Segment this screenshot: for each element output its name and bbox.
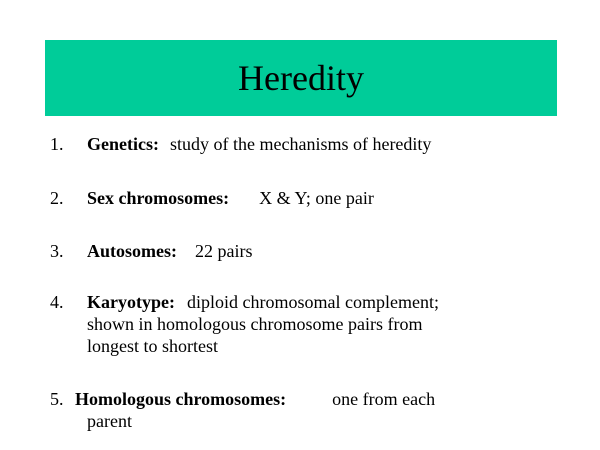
item-term: Autosomes:	[87, 241, 177, 261]
list-item-homologous	[50, 388, 435, 432]
item-number: 5.	[50, 389, 64, 409]
item-definition-line2: shown in homologous chromosome pairs from	[87, 314, 423, 334]
item-term: Homologous chromosomes:	[75, 389, 287, 409]
list-item-genetics	[50, 133, 431, 155]
item-number: 4.	[50, 292, 64, 312]
list-item-karyotype	[50, 291, 439, 357]
list-item-sex-chromosomes	[50, 187, 374, 209]
title-banner	[45, 40, 557, 116]
item-term: Karyotype:	[87, 292, 175, 312]
item-definition: study of the mechanisms of heredity	[169, 134, 432, 154]
item-definition: diploid chromosomal complement;	[186, 292, 439, 312]
item-number: 3.	[50, 241, 64, 261]
item-definition-line3: longest to shortest	[87, 336, 218, 356]
item-number: 1.	[50, 134, 64, 154]
list-item-autosomes	[50, 240, 253, 262]
item-term: Sex chromosomes:	[87, 188, 230, 208]
item-definition: 22 pairs	[195, 241, 253, 261]
item-term: Genetics:	[87, 134, 159, 154]
item-definition-line2: parent	[87, 411, 132, 431]
item-definition: one from each	[332, 389, 436, 409]
item-number: 2.	[50, 188, 64, 208]
item-definition: X & Y; one pair	[259, 188, 374, 208]
slide-title: Heredity	[238, 58, 364, 98]
